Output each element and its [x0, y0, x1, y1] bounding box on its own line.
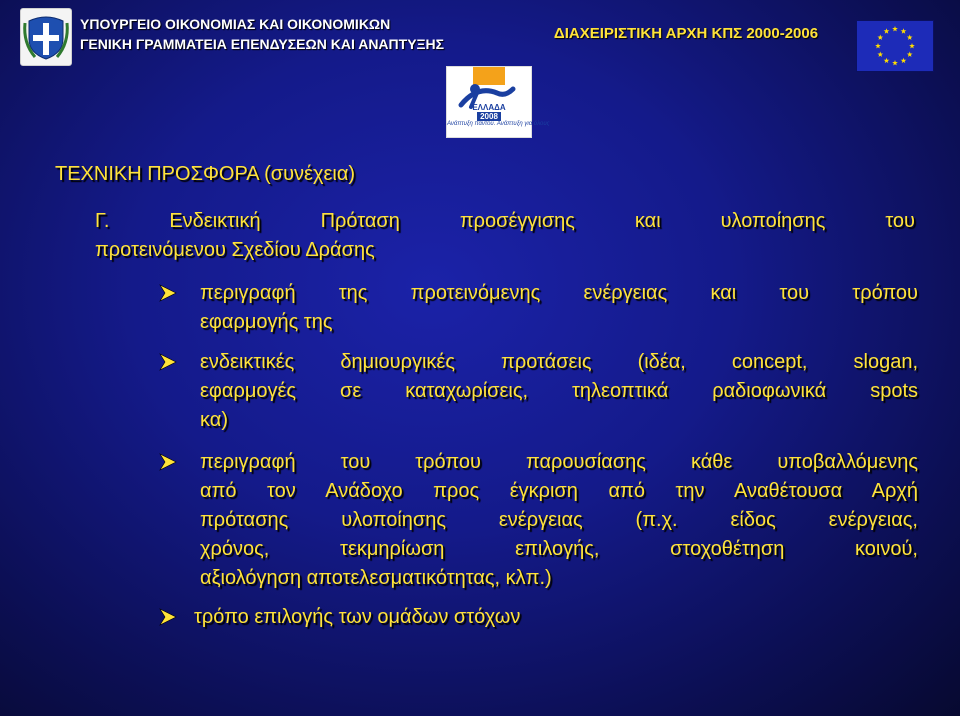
greek-coat-of-arms-icon — [20, 8, 72, 66]
section-heading-line-2: προτεινόμενου Σχεδίου Δράσης — [95, 239, 375, 261]
eu-star-icon — [901, 58, 907, 63]
slide-title: ΤΕΧΝΙΚΗ ΠΡΟΣΦΟΡΑ (συνέχεια) — [55, 163, 356, 185]
eu-star-icon — [892, 60, 898, 65]
logo-brand-text: ΕΛΛΑΔΑ — [472, 103, 506, 112]
arrow-bullet-icon — [158, 452, 178, 472]
arrow-bullet-icon — [158, 352, 178, 372]
bullet-1-line-2: εφαρμογής της — [200, 311, 333, 333]
section-heading — [95, 207, 915, 265]
logo-year: 2008 — [477, 112, 501, 121]
logo-caption: Ανάπτυξη παντού. Ανάπτυξη για όλους — [447, 121, 550, 127]
arrow-bullet-icon — [158, 283, 178, 303]
eu-star-icon — [884, 28, 890, 33]
eu-flag-icon — [856, 20, 934, 72]
eu-star-icon — [909, 43, 915, 48]
bullet-3-line-2: από τον Ανάδοχο προς έγκριση από την Αναθέτουσα Αρχή — [200, 480, 918, 502]
bullet-item — [158, 348, 918, 435]
bullet-2-line-1: ενδεικτικές δημιουργικές προτάσεις (ιδέα, concept, slogan, — [200, 351, 918, 373]
eu-star-icon — [875, 43, 881, 48]
bullet-4-line-1: τρόπο επιλογής των ομάδων στόχων — [194, 606, 521, 628]
section-heading-line-1: Γ. Ενδεικτική Πρόταση προσέγγισης και υλοποίησης του — [95, 210, 915, 232]
bullet-1-line-1: περιγραφή της προτεινόμενης ενέργειας και του τρόπου — [200, 282, 918, 304]
bullet-3-line-3: πρότασης υλοποίησης ενέργειας (π.χ. είδος ενέργειας, — [200, 509, 918, 531]
ministry-name — [80, 14, 500, 54]
eu-star-icon — [892, 26, 898, 31]
arrow-bullet-icon — [158, 607, 178, 627]
eu-star-icon — [877, 35, 883, 40]
eu-star-icon — [907, 52, 913, 57]
eu-star-icon — [884, 58, 890, 63]
bullet-2-line-3: κα) — [200, 409, 228, 431]
bullet-2-line-2: εφαρμογές σε καταχωρίσεις, τηλεοπτικά ραδιοφωνικά spots — [200, 380, 918, 402]
managing-authority: ΔΙΑΧΕΙΡΙΣΤΙΚΗ ΑΡΧΗ ΚΠΣ 2000-2006 — [553, 25, 819, 42]
eu-star-icon — [907, 35, 913, 40]
ministry-line-1: ΥΠΟΥΡΓΕΙΟ ΟΙΚΟΝΟΜΙΑΣ ΚΑΙ ΟΙΚΟΝΟΜΙΚΩΝ — [80, 16, 391, 32]
bullet-item — [158, 603, 918, 632]
bullet-3-line-5: αξιολόγηση αποτελεσματικότητας, κλπ.) — [200, 567, 552, 589]
eu-star-icon — [877, 52, 883, 57]
bullet-item — [158, 448, 918, 593]
eu-star-icon — [901, 28, 907, 33]
ministry-line-2: ΓΕΝΙΚΗ ΓΡΑΜΜΑΤΕΙΑ ΕΠΕΝΔΥΣΕΩΝ ΚΑΙ ΑΝΑΠΤΥΞΗΣ — [80, 36, 445, 52]
bullet-3-line-4: χρόνος, τεκμηρίωση επιλογής, στοχοθέτηση κοινού, — [200, 538, 918, 560]
greece-2008-logo — [446, 66, 550, 138]
bullet-item — [158, 279, 918, 337]
bullet-3-line-1: περιγραφή του τρόπου παρουσίασης κάθε υποβαλλόμενης — [200, 451, 918, 473]
